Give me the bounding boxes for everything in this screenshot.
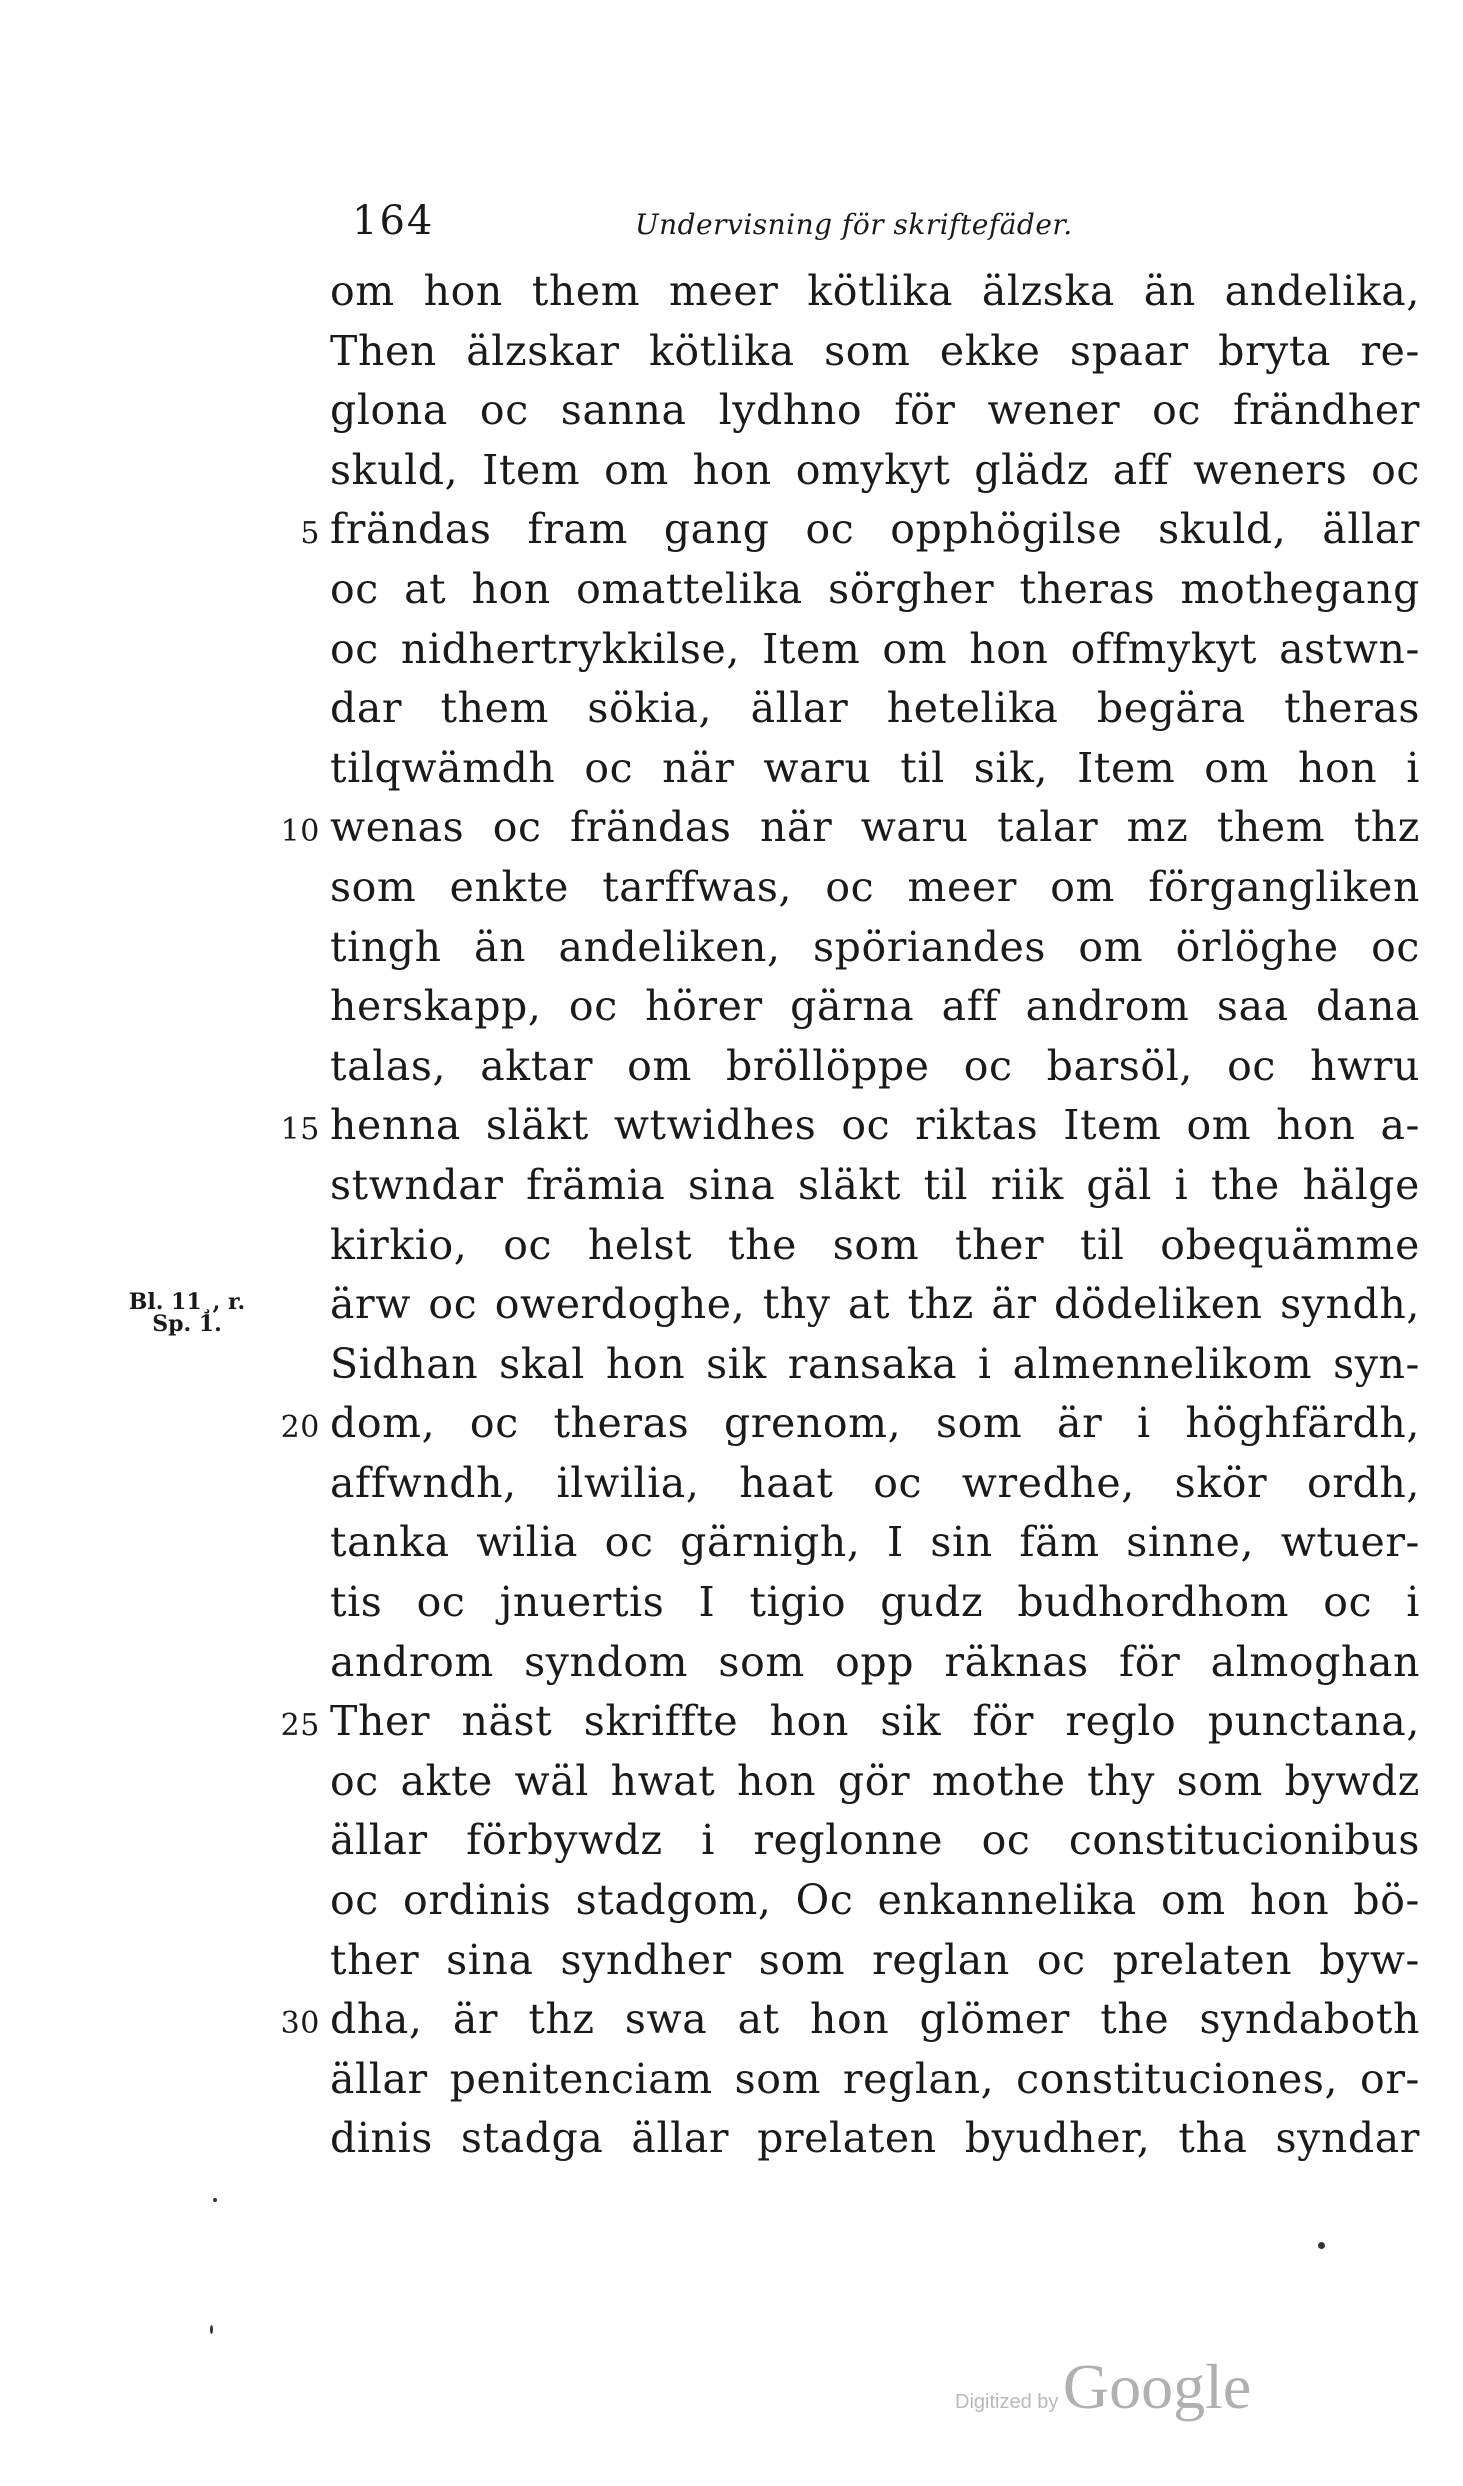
ink-speck [1318, 2242, 1325, 2249]
line-text: Ther näst skriffte hon sik för reglo punctana, [330, 1697, 1420, 1746]
text-line [330, 739, 1420, 799]
ink-speck [213, 2198, 217, 2202]
margin-note-folio: Bl. 11¸, r. [128, 1289, 246, 1315]
line-text: frändas fram gang oc opphögilse skuld, ällar [330, 505, 1420, 554]
line-text: skuld, Item om hon omykyt glädz aff weners oc [330, 445, 1420, 494]
text-line [330, 858, 1420, 918]
body-text [280, 262, 1420, 2169]
line-text: ther sina syndher som reglan oc prelaten byw- [330, 1935, 1420, 1984]
line-text: tilqwämdh oc när waru til sik, Item om hon i [330, 743, 1420, 792]
text-line [330, 441, 1420, 501]
text-line [330, 1216, 1420, 1276]
ink-speck [210, 2325, 213, 2334]
text-line [330, 1871, 1420, 1931]
digitized-by-label: Digitized by [955, 2391, 1059, 2413]
digitization-stamp [955, 2350, 1251, 2424]
line-text: affwndh, ilwilia, haat oc wredhe, skör ordh, [330, 1458, 1420, 1507]
line-text: oc akte wäl hwat hon gör mothe thy som bywdz [330, 1756, 1420, 1805]
google-logo: Google [1062, 2351, 1252, 2422]
line-text: om hon them meer kötlika älzska än andelika, [330, 267, 1420, 315]
text-line [280, 798, 1420, 858]
text-line [330, 381, 1420, 441]
text-line [280, 1394, 1420, 1454]
line-text: oc ordinis stadgom, Oc enkannelika om hon bö- [330, 1876, 1420, 1925]
text-line [330, 560, 1420, 620]
line-text: herskapp, oc hörer gärna aff androm saa dana [330, 982, 1420, 1031]
text-line [330, 1513, 1420, 1573]
line-text: oc at hon omattelika sörgher theras mothegang [330, 564, 1420, 613]
line-text: dar them sökia, ällar hetelika begära theras [330, 684, 1420, 733]
text-line [330, 1335, 1420, 1395]
line-text: tanka wilia oc gärnigh, I sin fäm sinne, wtuer- [330, 1518, 1420, 1567]
page-number: 164 [352, 198, 435, 244]
line-text: ärw oc owerdoghe, thy at thz är dödeliken syndh, [330, 1280, 1420, 1329]
line-text: stwndar främia sina släkt til riik gäl i the hälge [330, 1160, 1420, 1209]
line-text: androm syndom som opp räknas för almoghan [330, 1637, 1420, 1686]
line-text: dinis stadga ällar prelaten byudher, tha syndar [330, 2114, 1420, 2163]
text-line [330, 2109, 1420, 2169]
line-number: 10 [280, 814, 320, 850]
line-number: 5 [300, 516, 320, 552]
text-line [330, 1037, 1420, 1097]
text-line [330, 918, 1420, 978]
line-text: glona oc sanna lydhno för wener oc frändher [330, 386, 1420, 435]
margin-note-column: Sp. 1. [152, 1311, 222, 1337]
text-line [330, 620, 1420, 680]
line-text: tis oc jnuertis I tigio gudz budhordhom oc i [330, 1578, 1420, 1627]
line-text: wenas oc frändas när waru talar mz them thz [330, 803, 1420, 852]
line-text: kirkio, oc helst the som ther til obequämme [330, 1220, 1420, 1269]
line-text: oc nidhertrykkilse, Item om hon offmykyt astwn- [330, 624, 1420, 673]
text-line [330, 1573, 1420, 1633]
text-line [330, 977, 1420, 1037]
text-line [300, 500, 1420, 560]
margin-note [112, 1291, 262, 1335]
text-line [330, 1931, 1420, 1991]
line-text: henna släkt wtwidhes oc riktas Item om hon a- [330, 1101, 1420, 1150]
line-number: 20 [280, 1410, 320, 1446]
line-text: dha, är thz swa at hon glömer the syndaboth [330, 1995, 1420, 2044]
text-line [330, 1811, 1420, 1871]
text-line [280, 1990, 1420, 2050]
text-line [280, 1096, 1420, 1156]
line-text: ällar penitenciam som reglan, constituciones, or- [330, 2054, 1420, 2103]
text-line [330, 1752, 1420, 1812]
line-number: 30 [280, 2006, 320, 2042]
running-title: Undervisning för skriftefäder. [635, 208, 1073, 241]
line-text: dom, oc theras grenom, som är i höghfärdh, [330, 1399, 1420, 1448]
line-number: 25 [280, 1708, 320, 1744]
line-text: Sidhan skal hon sik ransaka i almennelikom syn- [330, 1339, 1420, 1388]
text-line [280, 1692, 1420, 1752]
line-text: Then älzskar kötlika som ekke spaar bryta re- [330, 326, 1420, 375]
line-text: tingh än andeliken, spöriandes om örlöghe oc [330, 922, 1420, 971]
text-line [330, 679, 1420, 739]
text-line [330, 1156, 1420, 1216]
text-line [330, 1633, 1420, 1693]
text-line [330, 262, 1420, 322]
line-text: ällar förbywdz i reglonne oc constitucionibus [330, 1816, 1420, 1865]
text-line [330, 1275, 1420, 1335]
text-line [330, 2050, 1420, 2110]
line-text: som enkte tarffwas, oc meer om förgangliken [330, 862, 1420, 911]
line-number: 15 [280, 1112, 320, 1148]
line-text: talas, aktar om bröllöppe oc barsöl, oc hwru [330, 1041, 1420, 1090]
text-line [330, 322, 1420, 382]
text-line [330, 1454, 1420, 1514]
